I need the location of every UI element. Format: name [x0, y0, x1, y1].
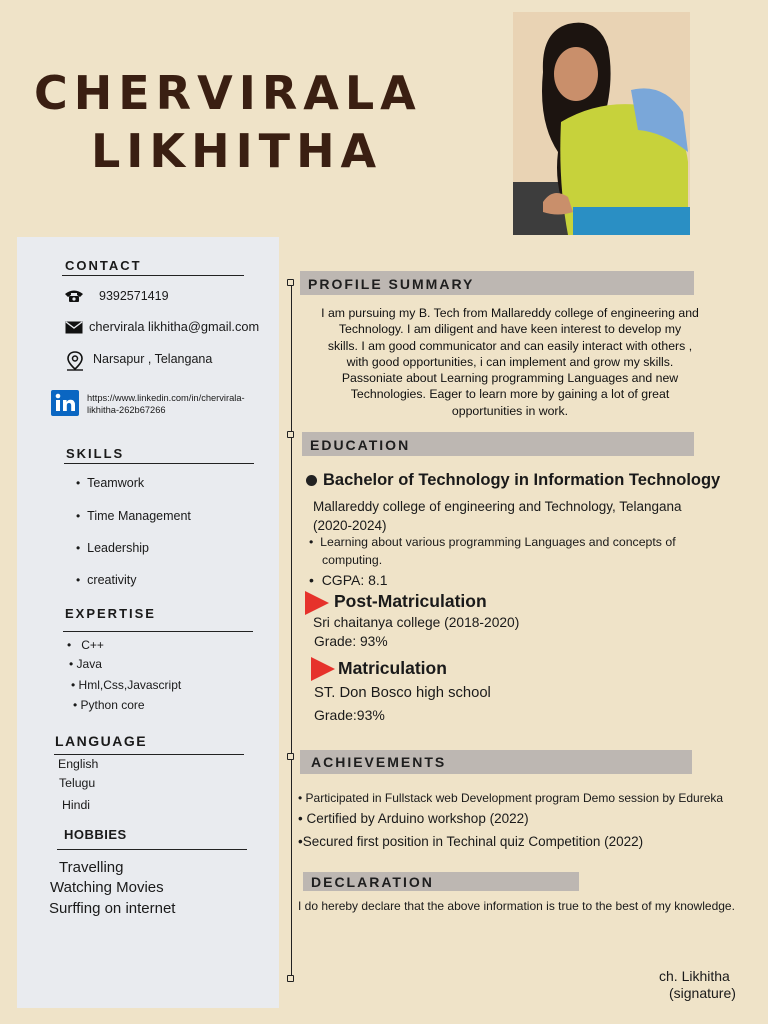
location-pin-icon: [66, 351, 84, 376]
name-last: LIKHITHA: [91, 124, 383, 178]
hobbies-rule: [57, 849, 247, 850]
timeline-node: [287, 753, 294, 760]
language-heading: LANGUAGE: [55, 733, 148, 749]
declaration-heading: DECLARATION: [311, 874, 434, 890]
declaration-text: I do hereby declare that the above information is true to the best of my knowledge.: [298, 899, 735, 913]
post-matric-school: Sri chaitanya college (2018-2020): [313, 615, 520, 630]
post-matric-grade: Grade: 93%: [314, 634, 388, 649]
linkedin-url-line2[interactable]: likhitha-262b67266: [87, 405, 166, 415]
language-item: English: [58, 757, 99, 771]
skills-rule: [64, 463, 254, 464]
achievements-heading: ACHIEVEMENTS: [311, 754, 447, 770]
contact-heading: CONTACT: [65, 258, 142, 273]
skill-item: • Leadership: [76, 541, 150, 555]
language-item: Telugu: [59, 776, 96, 790]
profile-heading: PROFILE SUMMARY: [308, 276, 475, 292]
profile-photo: [513, 12, 690, 235]
hobby-item: Watching Movies: [50, 879, 164, 896]
profile-summary: I am pursuing my B. Tech from Mallareddy college of engineering and Technology. I am diligent and have keen interest to develop my skills. I am good communicator and can easily interact with others , with good opportunities, i can implement and grow my skills. Passoniate about Learning programming Languages and new Technologies. Eager to learn more by gaining a lot of great opportunities in work.: [321, 306, 699, 418]
timeline-node: [287, 279, 294, 286]
matric-heading: Matriculation: [338, 658, 447, 678]
achievement-item: • Participated in Fullstack web Development program Demo session by Edureka: [298, 791, 724, 805]
bullet-icon: [306, 475, 317, 486]
phone-icon: [64, 289, 84, 308]
expertise-item: • Hml,Css,Javascript: [71, 678, 182, 692]
contact-rule: [62, 275, 244, 276]
skill-item: • creativity: [76, 573, 137, 587]
expertise-heading: EXPERTISE: [65, 606, 156, 621]
hobbies-heading: HOBBIES: [64, 827, 127, 842]
achievement-item: • Certified by Arduino workshop (2022): [298, 811, 529, 826]
education-heading: EDUCATION: [310, 437, 411, 453]
language-rule: [54, 754, 244, 755]
linkedin-icon[interactable]: [51, 390, 79, 421]
hobby-item: Travelling: [59, 859, 124, 876]
linkedin-url-line1[interactable]: https://www.linkedin.com/in/chervirala-: [87, 393, 245, 403]
matric-school: ST. Don Bosco high school: [314, 685, 491, 701]
cgpa: • CGPA: 8.1: [309, 572, 388, 588]
achievement-item: •Secured first position in Techinal quiz Competition (2022): [298, 834, 644, 849]
arrow-icon: [311, 657, 335, 681]
timeline-node: [287, 431, 294, 438]
language-item: Hindi: [62, 798, 91, 812]
timeline-node: [287, 975, 294, 982]
hobby-item: Surffing on internet: [49, 900, 176, 917]
envelope-icon: [65, 321, 83, 339]
arrow-icon: [305, 591, 329, 615]
expertise-item: • Java: [69, 657, 102, 671]
college-years: (2020-2024): [313, 518, 387, 533]
signature-label: (signature): [669, 985, 736, 1001]
skills-heading: SKILLS: [66, 446, 125, 461]
skill-item: • Teamwork: [76, 476, 145, 490]
expertise-item: • C++: [67, 638, 104, 652]
expertise-rule: [63, 631, 253, 632]
name-first: CHERVIRALA: [34, 66, 422, 120]
education-bullet: • Learning about various programming Languages and concepts of: [309, 535, 676, 549]
education-bullet-cont: computing.: [322, 553, 383, 567]
timeline-line: [291, 282, 293, 980]
degree-title: Bachelor of Technology in Information Technology: [323, 471, 721, 489]
signature-name: ch. Likhitha: [659, 968, 730, 984]
phone-number[interactable]: 9392571419: [99, 289, 169, 303]
college-name: Mallareddy college of engineering and Technology, Telangana: [313, 499, 682, 514]
expertise-item: • Python core: [73, 698, 145, 712]
post-matric-heading: Post-Matriculation: [334, 591, 487, 611]
email-link[interactable]: chervirala likhitha@gmail.com: [89, 319, 260, 334]
matric-grade: Grade:93%: [314, 707, 385, 723]
location-text: Narsapur , Telangana: [93, 352, 213, 366]
skill-item: • Time Management: [76, 509, 191, 523]
